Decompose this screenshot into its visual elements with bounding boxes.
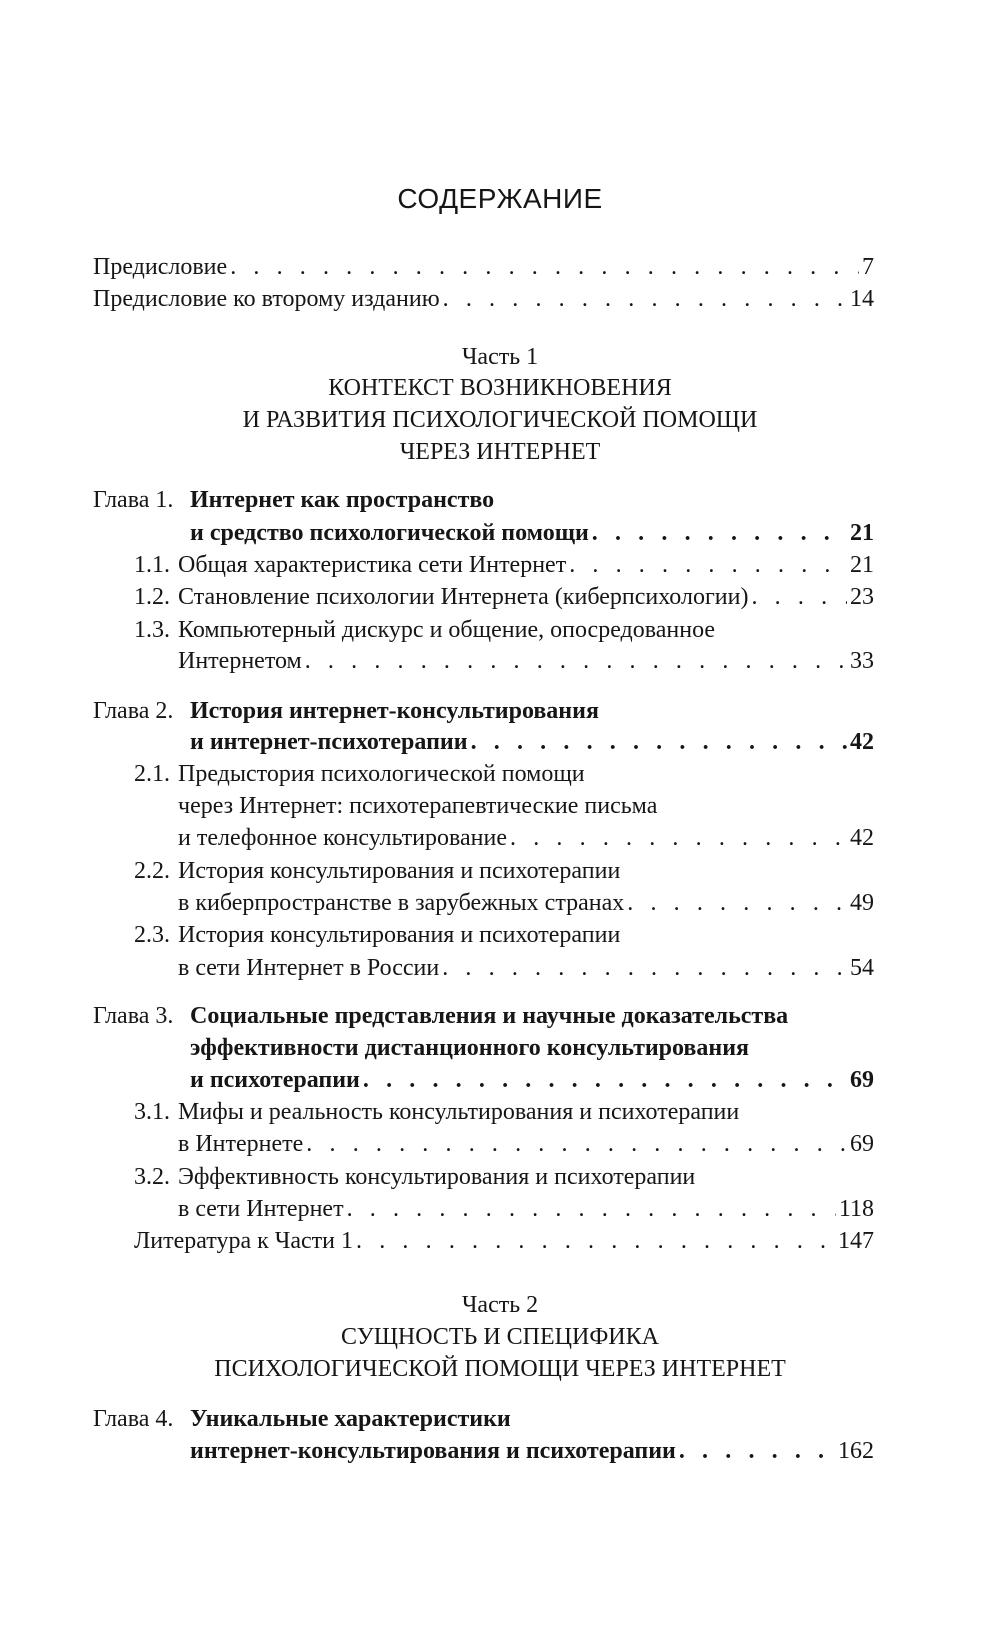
leader-dots	[443, 284, 847, 314]
toc-entry-page: 23	[850, 584, 874, 610]
toc-entry-section-1-3[interactable]	[178, 646, 874, 676]
toc-entry-page: 42	[850, 729, 874, 755]
toc-entry-label: Интернетом	[178, 648, 302, 674]
toc-entry-page: 69	[850, 1067, 874, 1093]
leader-dots	[347, 1194, 836, 1224]
leader-dots	[510, 823, 847, 853]
section-number: 3.2.	[134, 1164, 170, 1190]
leader-dots	[306, 1129, 847, 1159]
chapter-4-title-line[interactable]: Уникальные характеристики	[190, 1406, 511, 1432]
section-number: 1.1.	[134, 552, 170, 578]
toc-entry-label: Предисловие ко второму изданию	[93, 286, 440, 312]
toc-entry-page: 21	[850, 520, 874, 546]
toc-entry-section-3-1[interactable]	[178, 1129, 874, 1159]
section-title-line[interactable]: История консультирования и психотерапии	[178, 858, 621, 884]
toc-entry-preface-second-edition[interactable]	[93, 284, 874, 314]
section-number: 3.1.	[134, 1099, 170, 1125]
toc-entry-section-2-2[interactable]	[178, 888, 874, 918]
toc-entry-chapter-3[interactable]	[190, 1065, 874, 1095]
chapter-2-prefix: Глава 2.	[93, 698, 174, 724]
toc-entry-preface[interactable]	[93, 252, 874, 282]
toc-entry-label: и интернет-психотерапии	[190, 729, 468, 755]
toc-entry-label: Литература к Части 1	[134, 1228, 354, 1254]
section-title-line[interactable]: Мифы и реальность консультирования и психотерапии	[178, 1099, 740, 1125]
toc-entry-section-2-3[interactable]	[178, 953, 874, 983]
section-number: 2.1.	[134, 761, 170, 787]
chapter-3-prefix: Глава 3.	[93, 1003, 174, 1029]
toc-entry-label: Общая характеристика сети Интернет	[178, 552, 567, 578]
toc-entry-page: 49	[850, 890, 874, 916]
toc-entry-page: 21	[850, 552, 874, 578]
toc-entry-label: и средство психологической помощи	[190, 520, 589, 546]
chapter-3-title-line[interactable]: Социальные представления и научные доказательства	[190, 1003, 789, 1029]
part-2-title-line: ПСИХОЛОГИЧЕСКОЙ ПОМОЩИ ЧЕРЕЗ ИНТЕРНЕТ	[214, 1356, 786, 1382]
toc-entry-label: интернет-консультирования и психотерапии	[190, 1438, 676, 1464]
leader-dots	[305, 646, 847, 676]
section-number: 2.2.	[134, 858, 170, 884]
part-2-title-line: СУЩНОСТЬ И СПЕЦИФИКА	[341, 1324, 659, 1350]
part-1-number: Часть 1	[461, 344, 539, 370]
toc-entry-label: в киберпространстве в зарубежных странах	[178, 890, 625, 916]
section-title-line[interactable]: через Интернет: психотерапевтические письма	[178, 793, 658, 819]
toc-entry-label: в сети Интернет	[178, 1196, 344, 1222]
section-number: 2.3.	[134, 922, 170, 948]
section-title-line[interactable]: Предыстория психологической помощи	[178, 761, 585, 787]
toc-entry-section-3-2[interactable]	[178, 1194, 874, 1224]
part-1-title-line: КОНТЕКСТ ВОЗНИКНОВЕНИЯ	[328, 375, 672, 401]
toc-entry-page: 69	[850, 1131, 874, 1157]
leader-dots	[679, 1436, 835, 1466]
part-1-title-line: И РАЗВИТИЯ ПСИХОЛОГИЧЕСКОЙ ПОМОЩИ	[242, 407, 758, 433]
chapter-1-title-line[interactable]: Интернет как пространство	[190, 487, 495, 513]
toc-entry-label: Предисловие	[93, 254, 228, 280]
toc-entry-section-2-1[interactable]	[178, 823, 874, 853]
leader-dots	[471, 727, 847, 757]
section-number: 1.2.	[134, 584, 170, 610]
chapter-4-prefix: Глава 4.	[93, 1406, 174, 1432]
chapter-3-title-line[interactable]: эффективности дистанционного консультирования	[190, 1035, 750, 1061]
toc-entry-page: 162	[838, 1438, 874, 1464]
toc-entry-label: и телефонное консультирование	[178, 825, 508, 851]
toc-entry-section-1-2[interactable]	[134, 582, 874, 612]
page-title: СОДЕРЖАНИЕ	[397, 183, 603, 214]
leader-dots	[363, 1065, 847, 1095]
toc-entry-literature-part-1[interactable]	[134, 1226, 874, 1256]
chapter-1-prefix: Глава 1.	[93, 487, 174, 513]
leader-dots	[569, 550, 847, 580]
toc-entry-page: 14	[850, 286, 874, 312]
chapter-2-title-line[interactable]: История интернет-консультирования	[190, 698, 599, 724]
leader-dots	[230, 252, 859, 282]
leader-dots	[442, 953, 847, 983]
toc-entry-chapter-4[interactable]	[190, 1436, 874, 1466]
toc-entry-section-1-1[interactable]	[134, 550, 874, 580]
part-1-title-line: ЧЕРЕЗ ИНТЕРНЕТ	[399, 439, 601, 465]
part-2-number: Часть 2	[461, 1292, 539, 1318]
toc-entry-chapter-2[interactable]	[190, 727, 874, 757]
toc-entry-label: в сети Интернет в России	[178, 955, 440, 981]
section-title-line[interactable]: История консультирования и психотерапии	[178, 922, 621, 948]
leader-dots	[356, 1226, 835, 1256]
toc-entry-chapter-1[interactable]	[190, 518, 874, 548]
section-number: 1.3.	[134, 617, 170, 643]
leader-dots	[592, 518, 847, 548]
section-title-line[interactable]: Компьютерный дискурс и общение, опосредованное	[178, 617, 716, 643]
toc-entry-page: 33	[850, 648, 874, 674]
leader-dots	[751, 582, 847, 612]
toc-entry-label: Становление психологии Интернета (киберпсихологии)	[178, 584, 749, 610]
toc-entry-page: 147	[838, 1228, 874, 1254]
toc-entry-label: в Интернете	[178, 1131, 304, 1157]
section-title-line[interactable]: Эффективность консультирования и психотерапии	[178, 1164, 696, 1190]
toc-entry-page: 118	[838, 1196, 874, 1222]
toc-entry-label: и психотерапии	[190, 1067, 360, 1093]
leader-dots	[627, 888, 847, 918]
toc-entry-page: 42	[850, 825, 874, 851]
toc-entry-page: 54	[850, 955, 874, 981]
toc-entry-page: 7	[862, 254, 874, 280]
